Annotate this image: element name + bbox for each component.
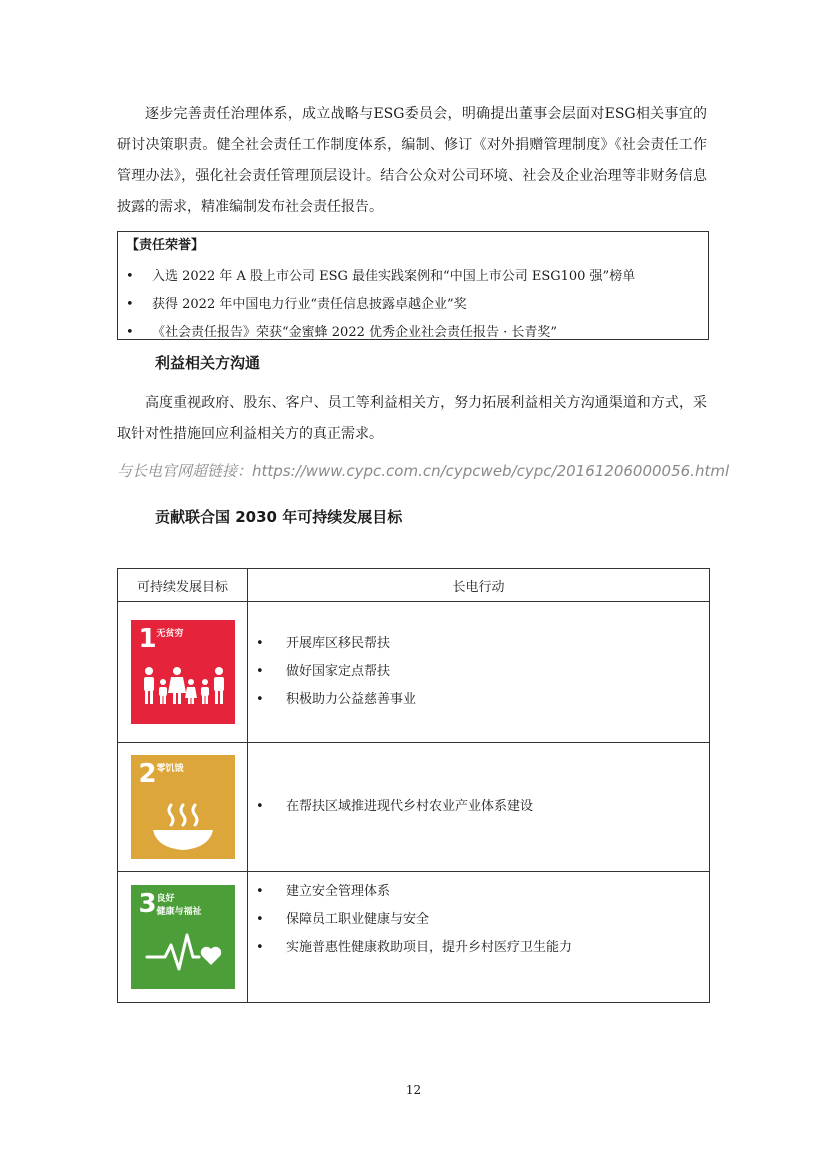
bullet: • — [256, 884, 264, 899]
stakeholder-heading: 利益相关方沟通 — [155, 354, 261, 372]
action-text: 积极助力公益慈善事业 — [286, 692, 417, 707]
action-list — [248, 630, 709, 714]
list-item — [256, 878, 709, 906]
bullet: • — [256, 636, 264, 651]
action-text: 保障员工职业健康与安全 — [286, 912, 430, 927]
list-item — [256, 906, 709, 934]
bullet: • — [256, 940, 264, 955]
sdg-label: 零饥饿 — [156, 764, 184, 774]
action-text: 在帮扶区域推进现代乡村农业产业体系建设 — [286, 799, 534, 814]
family-icon — [131, 620, 235, 724]
bullet: • — [256, 912, 264, 927]
action-text: 做好国家定点帮扶 — [286, 664, 391, 679]
honor-item-text: 《社会责任报告》荣获“金蜜蜂 2022 优秀企业社会责任报告 · 长青奖” — [152, 325, 558, 340]
page-number: 12 — [405, 1083, 422, 1097]
sdg-tile-no-poverty — [131, 620, 235, 724]
action-list — [248, 793, 709, 821]
website-link[interactable]: 与长电官网超链接：https://www.cypc.com.cn/cypcweb/cypc/20161206000056.html — [117, 462, 730, 480]
action-text: 开展库区移民帮扶 — [286, 636, 391, 651]
sdg-label: 无贫穷 — [156, 629, 184, 639]
list-item — [256, 658, 709, 686]
steaming-bowl-icon — [131, 755, 235, 859]
bullet: • — [126, 325, 134, 340]
list-item — [256, 686, 709, 714]
sdg-tile-zero-hunger — [131, 755, 235, 859]
action-list — [248, 878, 709, 962]
list-item — [256, 793, 709, 821]
col-header-goal: 可持续发展目标 — [118, 569, 248, 602]
sdg-number: 3 — [138, 889, 157, 919]
honor-item-text: 获得 2022 年中国电力行业“责任信息披露卓越企业”奖 — [152, 297, 467, 312]
list-item — [256, 934, 709, 962]
stakeholder-paragraph: 高度重视政府、股东、客户、员工等利益相关方，努力拓展利益相关方沟通渠道和方式，采取针对性措施回应利益相关方的真正需求。 — [117, 395, 707, 442]
honor-item — [126, 293, 467, 312]
action-text: 实施普惠性健康救助项目，提升乡村医疗卫生能力 — [286, 940, 573, 955]
bullet: • — [256, 664, 264, 679]
table-row — [118, 743, 710, 872]
sdg-tile-good-health — [131, 885, 235, 989]
action-text: 建立安全管理体系 — [286, 884, 391, 899]
honor-item — [126, 321, 557, 340]
honor-item-text: 入选 2022 年 A 股上市公司 ESG 最佳实践案例和“中国上市公司 ESG100 强”榜单 — [152, 269, 636, 284]
sdg-heading: 贡献联合国 2030 年可持续发展目标 — [155, 508, 403, 526]
bullet: • — [256, 799, 264, 814]
sdg-number: 2 — [138, 759, 157, 789]
bullet: • — [126, 269, 134, 284]
sdg-number: 1 — [138, 624, 157, 654]
list-item — [256, 630, 709, 658]
honor-item — [126, 265, 635, 284]
honors-title: 【责任荣誉】 — [126, 238, 205, 253]
sdg-label: 良好 — [156, 894, 175, 904]
table-row — [118, 602, 710, 743]
intro-paragraph: 逐步完善责任治理体系，成立战略与ESG委员会，明确提出董事会层面对ESG相关事宜的研讨决策职责。健全社会责任工作制度体系，编制、修订《对外捐赠管理制度》《社会责任工作管理办法》，强化社会责任管理顶层设计。结合公众对公司环境、社会及企业治理等非财务信息披露的需求，精准编制发布社会责任报告。 — [117, 106, 707, 215]
col-header-action: 长电行动 — [248, 569, 710, 602]
sdg-label-line2: 健康与福祉 — [156, 907, 202, 917]
honors-box — [117, 231, 709, 340]
bullet: • — [126, 297, 134, 312]
table-row — [118, 872, 710, 1003]
bullet: • — [256, 692, 264, 707]
sdg-table — [117, 568, 710, 1003]
heartbeat-icon — [131, 885, 235, 989]
